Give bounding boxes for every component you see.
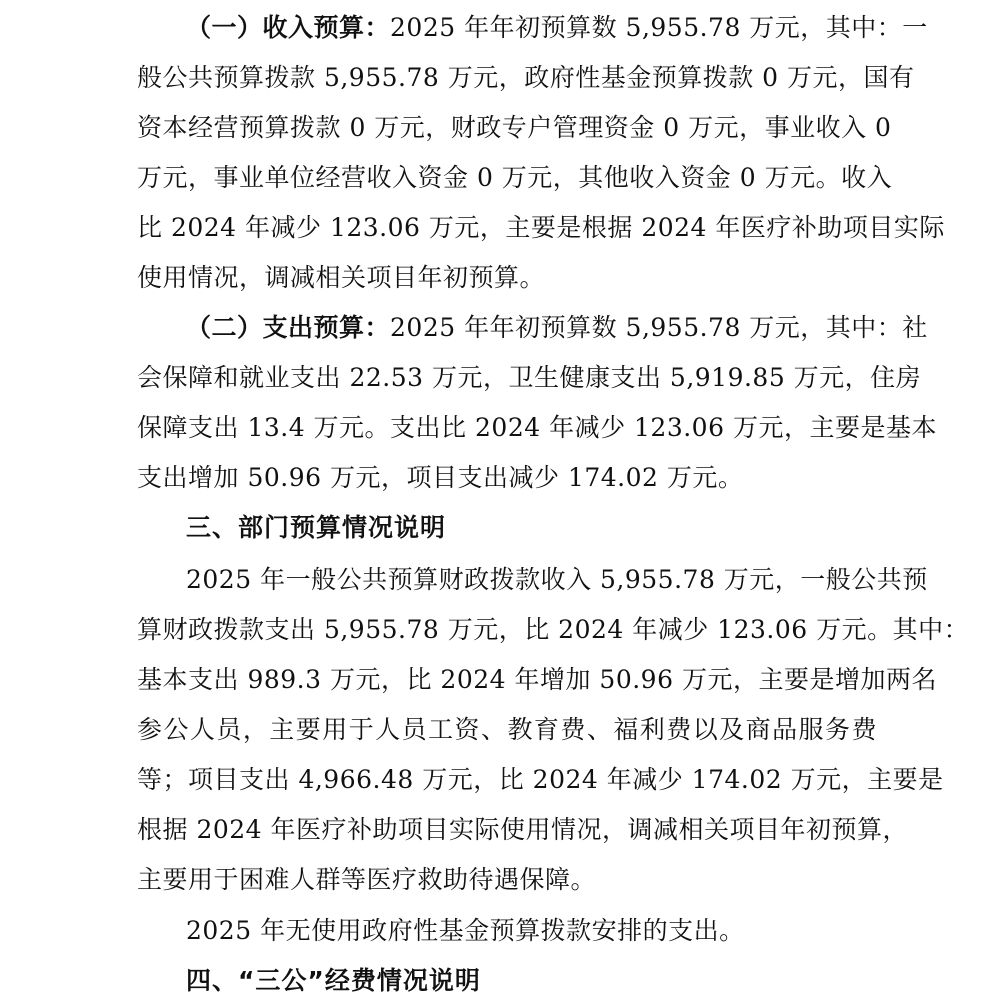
expense-label: （二）支出预算： xyxy=(186,313,391,342)
dept-paragraph-line-5: 等；项目支出 4,966.48 万元，比 2024 年减少 174.02 万元，主要是 xyxy=(137,765,944,794)
income-paragraph-line-1 xyxy=(186,11,928,45)
section-heading-three: 三、部门预算情况说明 xyxy=(186,513,447,542)
expense-paragraph-line-3: 保障支出 13.4 万元。支出比 2024 年减少 123.06 万元，主要是基本 xyxy=(137,413,937,442)
income-paragraph-line-2: 般公共预算拨款 5,955.78 万元，政府性基金预算拨款 0 万元，国有 xyxy=(137,63,915,92)
expense-text-1: 2025 年年初预算数 5,955.78 万元，其中：社 xyxy=(390,313,928,342)
section-heading-four: 四、“三公”经费情况说明 xyxy=(186,966,481,995)
income-paragraph-line-4: 万元，事业单位经营收入资金 0 万元，其他收入资金 0 万元。收入 xyxy=(137,163,893,192)
dept-paragraph-line-7: 主要用于困难人群等医疗救助待遇保障。 xyxy=(137,865,597,894)
expense-paragraph-line-1 xyxy=(186,311,928,345)
dept-paragraph-line-4: 参公人员，主要用于人员工资、教育费、福利费以及商品服务费 xyxy=(137,715,877,744)
dept-paragraph-line-1: 2025 年一般公共预算财政拨款收入 5,955.78 万元，一般公共预 xyxy=(186,565,928,594)
dept-paragraph-line-3: 基本支出 989.3 万元，比 2024 年增加 50.96 万元，主要是增加两名 xyxy=(137,665,937,694)
dept-paragraph-line-6: 根据 2024 年医疗补助项目实际使用情况，调减相关项目年初预算， xyxy=(137,815,909,844)
income-paragraph-line-6: 使用情况，调减相关项目年初预算。 xyxy=(137,263,546,292)
fund-paragraph: 2025 年无使用政府性基金预算拨款安排的支出。 xyxy=(186,916,745,945)
expense-paragraph-line-4: 支出增加 50.96 万元，项目支出减少 174.02 万元。 xyxy=(137,463,744,492)
income-label: （一）收入预算： xyxy=(186,13,391,42)
expense-paragraph-line-2: 会保障和就业支出 22.53 万元，卫生健康支出 5,919.85 万元，住房 xyxy=(137,363,922,392)
income-text-1: 2025 年年初预算数 5,955.78 万元，其中：一 xyxy=(390,13,928,42)
income-paragraph-line-5: 比 2024 年减少 123.06 万元，主要是根据 2024 年医疗补助项目实际 xyxy=(137,213,945,242)
income-paragraph-line-3: 资本经营预算拨款 0 万元，财政专户管理资金 0 万元，事业收入 0 xyxy=(137,113,892,142)
dept-paragraph-line-2: 算财政拨款支出 5,955.78 万元，比 2024 年减少 123.06 万元。其中： xyxy=(137,615,970,644)
